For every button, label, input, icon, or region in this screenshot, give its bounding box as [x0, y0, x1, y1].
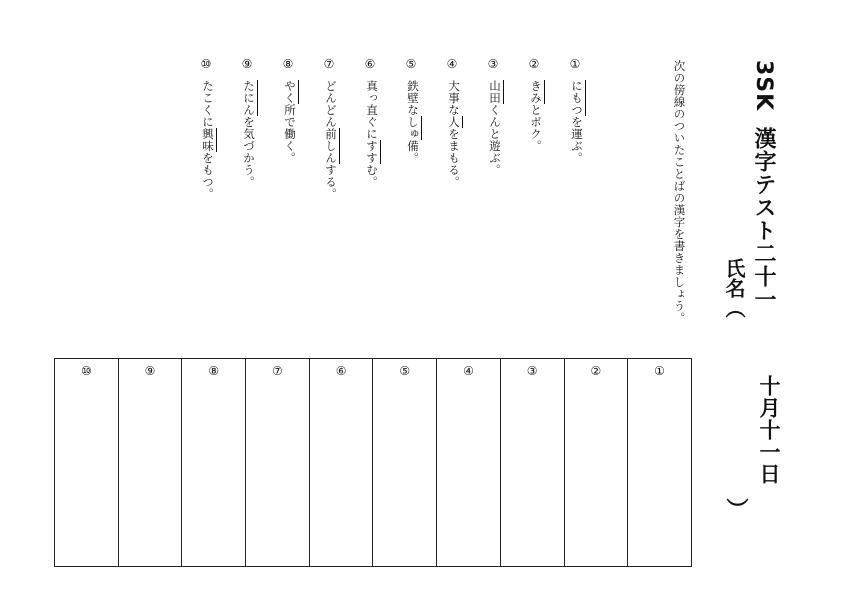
- answer-cell-number: ①: [654, 364, 665, 378]
- question-text: [445, 80, 459, 188]
- answer-cell-number: ②: [590, 364, 602, 378]
- question-text: [240, 80, 254, 188]
- question-number: ⑤: [405, 57, 417, 71]
- question-underlined-text: 前しん: [324, 128, 338, 164]
- answer-cell[interactable]: [500, 359, 564, 567]
- question-number: ⑥: [364, 57, 376, 71]
- answer-cell-number: ③: [526, 364, 538, 378]
- question-text-after: くんと遊ぶ。: [488, 104, 502, 176]
- question-item: [444, 58, 460, 188]
- question-text-after: 所で働く。: [283, 104, 297, 164]
- name-label: 氏名（: [722, 258, 746, 318]
- question-text: [281, 80, 295, 164]
- question-number: ④: [446, 57, 458, 71]
- question-text-before: どんどん: [324, 80, 338, 128]
- question-underlined-text: たにん: [242, 80, 256, 116]
- question-text: [527, 80, 541, 152]
- answer-cell[interactable]: [246, 359, 310, 567]
- question-number: ①: [569, 57, 581, 71]
- question-item: [485, 58, 501, 176]
- question-item: [567, 58, 583, 164]
- question-number: ⑧: [282, 57, 294, 71]
- answer-cell[interactable]: [373, 359, 437, 567]
- question-text: [486, 80, 500, 176]
- answer-cell-number: ⑦: [272, 364, 283, 378]
- question-text-before: 真っ直ぐに: [365, 80, 379, 140]
- answer-cell[interactable]: [118, 359, 182, 567]
- question-item: [321, 58, 337, 200]
- question-item: [526, 58, 542, 152]
- question-text-after: する。: [324, 164, 338, 200]
- question-number: ②: [528, 57, 540, 71]
- answer-cell-number: ④: [463, 364, 474, 378]
- question-item: [280, 58, 296, 164]
- answer-cell-number: ⑤: [399, 364, 411, 378]
- question-item: [403, 58, 419, 164]
- question-text: [199, 80, 213, 200]
- answer-cell[interactable]: [564, 359, 628, 567]
- answer-cell-number: ⑩: [80, 364, 92, 378]
- question-underlined-text: きみ: [529, 80, 543, 104]
- question-text: [404, 80, 418, 164]
- answer-cell[interactable]: [437, 359, 501, 567]
- instructions: 次の傍線のついたことばの漢字を書きましょう。: [672, 60, 687, 324]
- question-number: ③: [487, 57, 499, 71]
- answer-row: [55, 359, 692, 567]
- question-text-after: を気づかう。: [242, 116, 256, 188]
- question-number: ⑩: [200, 57, 212, 71]
- question-underlined-text: しゅ: [406, 116, 420, 140]
- test-date: 十月十一日: [757, 375, 781, 485]
- question-text-after: をもつ。: [201, 152, 215, 200]
- answer-cell-number: ⑧: [208, 364, 220, 378]
- question-text-after: をまもる。: [447, 128, 461, 188]
- question-text-before: たこくに: [201, 80, 215, 128]
- question-underlined-text: 人: [447, 116, 461, 128]
- question-text: [568, 80, 582, 164]
- answer-cell-number: ⑨: [144, 364, 156, 378]
- question-underlined-text: やく: [283, 80, 297, 104]
- question-text-before: 大事な: [447, 80, 461, 116]
- question-item: [239, 58, 255, 188]
- question-text: [322, 80, 336, 200]
- class-name: 3SK: [751, 60, 776, 112]
- question-text: [363, 80, 377, 188]
- answer-cell[interactable]: [628, 359, 692, 567]
- question-number: ⑨: [241, 57, 253, 71]
- test-title: [752, 60, 774, 311]
- question-text-after: 備。: [406, 140, 420, 164]
- question-number: ⑦: [323, 57, 335, 71]
- question-underlined-text: 山田: [488, 80, 502, 104]
- answer-cell[interactable]: [55, 359, 119, 567]
- question-item: [198, 58, 214, 200]
- question-text-after: む。: [365, 164, 379, 188]
- question-item: [362, 58, 378, 188]
- question-underlined-text: にもつ: [570, 80, 584, 116]
- test-name: 漢字テスト二十一: [751, 127, 776, 312]
- question-text-after: を運ぶ。: [570, 116, 584, 164]
- question-text-before: 鉄壁な: [406, 80, 420, 116]
- question-underlined-text: 興味: [201, 128, 215, 152]
- answer-cell-number: ⑥: [335, 364, 347, 378]
- question-underlined-text: すす: [365, 140, 379, 164]
- answer-cell[interactable]: [182, 359, 246, 567]
- name-close-paren: ）: [723, 498, 748, 520]
- answer-cell[interactable]: [309, 359, 373, 567]
- answer-table: [54, 358, 692, 567]
- question-text-after: とボク。: [529, 104, 543, 152]
